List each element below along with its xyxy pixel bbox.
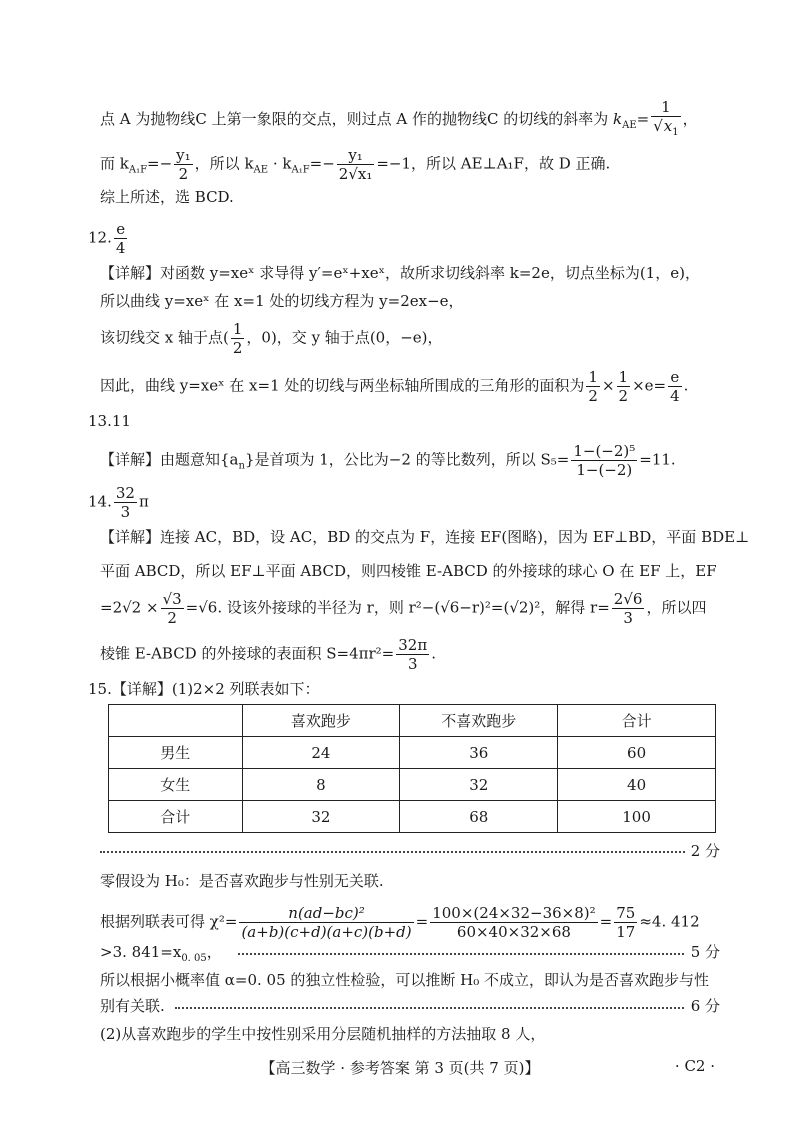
q14-l3-f2-num: 2√6	[613, 590, 643, 608]
chi-square-line	[100, 904, 720, 941]
q12-l4-times1: ×	[601, 376, 615, 395]
q13-number: 13.	[88, 412, 112, 430]
q11-conclusion: 综上所述，选 BCD.	[100, 188, 234, 206]
table-cell: 32	[400, 769, 558, 801]
chi-end: ≈4. 412	[639, 912, 700, 931]
q12-l4-frac2	[617, 368, 631, 405]
q11-line1	[100, 98, 720, 142]
q11-l2-eq1: =−	[147, 154, 173, 173]
score-5pts: 5 分	[685, 941, 720, 963]
q12-l4-f2-den: 2	[618, 387, 629, 405]
table-cell: 8	[242, 769, 400, 801]
cmp-end: ，	[206, 943, 222, 961]
q12-l4-f3-den: 4	[670, 387, 680, 405]
q14-l3-f1-num: √3	[162, 590, 182, 608]
q14-l4-a: 棱锥 E-ABCD 的外接球的表面积 S=4πr²=	[100, 644, 395, 663]
q12-l4-times2: ×e=	[632, 376, 667, 395]
q14-detail-line2: 平面 ABCD，所以 EF⊥平面 ABCD，则四棱锥 E-ABCD 的外接球的球心 O 在 EF 上，EF	[100, 562, 717, 580]
q14-answer	[88, 484, 720, 521]
q13-ans: 11	[111, 412, 131, 430]
table-header-cell: 合计	[558, 705, 716, 737]
q12-l3-b: ，0)，交 y 轴于点(0，−e)，	[246, 328, 443, 347]
q14-detail-line4	[100, 636, 720, 673]
q11-frac-num: 1	[651, 98, 680, 117]
q13-detail	[100, 442, 720, 479]
q14-l4-f-num: 32π	[398, 636, 428, 654]
q12-detail-line3	[100, 320, 720, 357]
table-cell: 100	[558, 801, 716, 833]
q11-l2-f2-den: 2√x₁	[338, 165, 373, 183]
q11-line2	[100, 146, 720, 183]
q11-line1-end: ，	[682, 110, 698, 128]
q12-ans-num: e	[114, 220, 128, 239]
chi-frac2	[430, 904, 597, 941]
q11-l2-frac2	[337, 146, 375, 183]
q13-l1-end: =11.	[639, 450, 676, 469]
q14-l3-b: =√6. 设该外接球的半径为 r，则 r²−(√6−r)²=(√2)²，解得 r=	[185, 598, 610, 617]
score-leader-2	[238, 953, 720, 955]
q12-l4-f3-num: e	[668, 368, 682, 387]
q12-number: 12.	[88, 228, 112, 247]
table-cell: 女生	[109, 769, 243, 801]
table-header-row	[109, 705, 716, 737]
q11-k: k	[613, 110, 623, 128]
table-cell: 36	[400, 737, 558, 769]
q11-l2-c-sub: A₁F	[291, 164, 310, 176]
q12-l4-end: .	[683, 376, 689, 395]
q14-l3-f1-den: 2	[167, 609, 177, 627]
q12-l4-f1-num: 1	[588, 368, 598, 386]
table-cell: 40	[558, 769, 716, 801]
contingency-table	[108, 704, 716, 833]
q11-k-sub: AE	[622, 120, 637, 131]
q11-l2-b: ，所以 k	[194, 154, 254, 173]
q13-l1-sub: n	[238, 460, 245, 472]
q12-ans-den: 4	[115, 239, 126, 257]
score-2pts: 2 分	[685, 840, 720, 862]
q13-l1-f-den: 1−(−2)	[576, 461, 633, 479]
q14-answer-frac	[114, 484, 137, 521]
q11-l2-c: · k	[268, 154, 292, 173]
q12-answer-frac	[114, 220, 128, 257]
q11-l2-frac1	[174, 146, 193, 183]
table-cell: 24	[242, 737, 400, 769]
q14-l4-end: .	[431, 644, 436, 663]
q14-ans-num: 32	[115, 484, 135, 502]
q13-l1-f-num: 1−(−2)⁵	[573, 442, 636, 460]
q12-answer	[88, 220, 720, 257]
q12-l4-frac1	[586, 368, 600, 405]
q14-ans-pi: π	[138, 492, 149, 511]
q11-l2-eq2: =−	[309, 154, 335, 173]
q11-l2-f1-den: 2	[178, 165, 189, 183]
q11-l2-end: =−1，所以 AE⊥A₁F，故 D 正确.	[376, 154, 611, 173]
table-cell: 合计	[109, 801, 243, 833]
q11-frac-den: $√x_1$	[653, 117, 679, 138]
q14-detail-line3	[100, 590, 720, 627]
q14-l3-frac1	[161, 590, 184, 627]
q12-l4-frac3	[668, 368, 682, 405]
q11-frac-den-sub: 1	[672, 127, 679, 138]
table-row	[109, 737, 716, 769]
q12-l4-f1-den: 2	[588, 387, 598, 405]
footer-code: · C2 ·	[674, 1057, 715, 1075]
q12-detail-line4	[100, 368, 720, 405]
null-hypothesis: 零假设为 H₀：是否喜欢跑步与性别无关联.	[100, 872, 384, 890]
table-cell: 32	[242, 801, 400, 833]
score-leader-3	[175, 1007, 720, 1009]
q12-l3-frac	[231, 320, 245, 357]
table-cell: 60	[558, 737, 716, 769]
chi-f1-num: n(ad−bc)²	[239, 904, 413, 923]
chi-f2-num: 100×(24×32−36×8)²	[432, 904, 596, 922]
q14-number: 14.	[88, 492, 112, 511]
chi-a: 根据列联表可得 χ²=	[100, 912, 238, 931]
q11-frac-den-x: x	[663, 117, 673, 135]
chi-f1-den: (a+b)(c+d)(a+c)(b+d)	[241, 923, 412, 941]
table-header-cell: 不喜欢跑步	[400, 705, 558, 737]
table-header-cell	[109, 705, 243, 737]
critical-compare	[100, 941, 720, 970]
q11-line1-text: 点 A 为抛物线C 上第一象限的交点，则过点 A 作的抛物线C 的切线的斜率为	[100, 110, 613, 128]
q13-l1-a: 【详解】由题意知{a	[100, 450, 239, 469]
q12-l3-f-num: 1	[232, 320, 243, 338]
q14-l4-frac	[396, 636, 429, 673]
q13-answer	[88, 410, 720, 432]
chi-eq: =	[415, 912, 429, 931]
chi-f3-den: 17	[616, 923, 636, 941]
q14-l3-frac2	[612, 590, 645, 627]
q14-l3-end: ，所以四	[646, 598, 707, 617]
q12-detail-line1: 【详解】对函数 y=xeˣ 求导得 y′=eˣ+xeˣ，故所求切线斜率 k=2e，切点坐标为(1，e)，	[100, 264, 700, 282]
q11-l2-a: 而 k	[100, 154, 129, 173]
chi-frac1	[239, 904, 413, 941]
score-leader-1	[100, 851, 720, 853]
q15-intro: 15.【详解】(1)2×2 列联表如下：	[88, 680, 320, 698]
q11-l2-f2-num: y₁	[337, 146, 375, 165]
part2-line: (2)从喜欢跑步的学生中按性别采用分层随机抽样的方法抽取 8 人，	[100, 1025, 546, 1043]
table-row	[109, 801, 716, 833]
q14-detail-line1: 【详解】连接 AC，BD，设 AC，BD 的交点为 F，连接 EF(图略)，因为 EF⊥BD，平面 BDE⊥	[100, 528, 750, 546]
chi-frac3	[614, 904, 637, 941]
q11-frac	[651, 98, 680, 142]
q12-l4-f2-num: 1	[618, 368, 629, 386]
q14-ans-den: 3	[120, 503, 131, 521]
page-footer: 【高三数学 · 参考答案 第 3 页(共 7 页)】	[260, 1059, 540, 1077]
table-cell: 68	[400, 801, 558, 833]
chi-f3-num: 75	[616, 904, 636, 922]
q13-l1-frac	[571, 442, 637, 479]
table-cell: 男生	[109, 737, 243, 769]
chi-eq2: =	[599, 912, 613, 931]
q11-eq: =	[636, 110, 650, 128]
q11-l2-b-sub: AE	[253, 164, 269, 176]
q12-l3-f-den: 2	[232, 339, 243, 357]
q12-l4-a: 因此，曲线 y=xeˣ 在 x=1 处的切线与两坐标轴所围成的三角形的面积为	[100, 376, 585, 395]
cmp-text: >3. 841=x	[100, 943, 182, 961]
q14-l4-f-den: 3	[407, 655, 418, 673]
conclusion-line1: 所以根据小概率值 α=0. 05 的独立性检验，可以推断 H₀ 不成立，即认为是否喜欢跑步与性	[100, 971, 710, 989]
table-row	[109, 769, 716, 801]
q14-l3-a: =2√2 ×	[100, 598, 159, 617]
q11-l2-f1-num: y₁	[176, 146, 191, 164]
conclusion-line2: 别有关联.	[100, 997, 165, 1015]
score-6pts: 6 分	[685, 995, 720, 1017]
q11-l2-a-sub: A₁F	[128, 164, 148, 176]
q12-l3-a: 该切线交 x 轴于点(	[100, 328, 229, 347]
q13-l1-b: }是首项为 1，公比为−2 的等比数列，所以 S₅=	[244, 450, 570, 469]
q12-detail-line2: 所以曲线 y=xeˣ 在 x=1 处的切线方程为 y=2ex−e，	[100, 292, 464, 310]
q14-l3-f2-den: 3	[623, 609, 633, 627]
cmp-sub: 0. 05	[181, 953, 207, 964]
table-header-cell: 喜欢跑步	[242, 705, 400, 737]
chi-f2-den: 60×40×32×68	[456, 923, 571, 941]
